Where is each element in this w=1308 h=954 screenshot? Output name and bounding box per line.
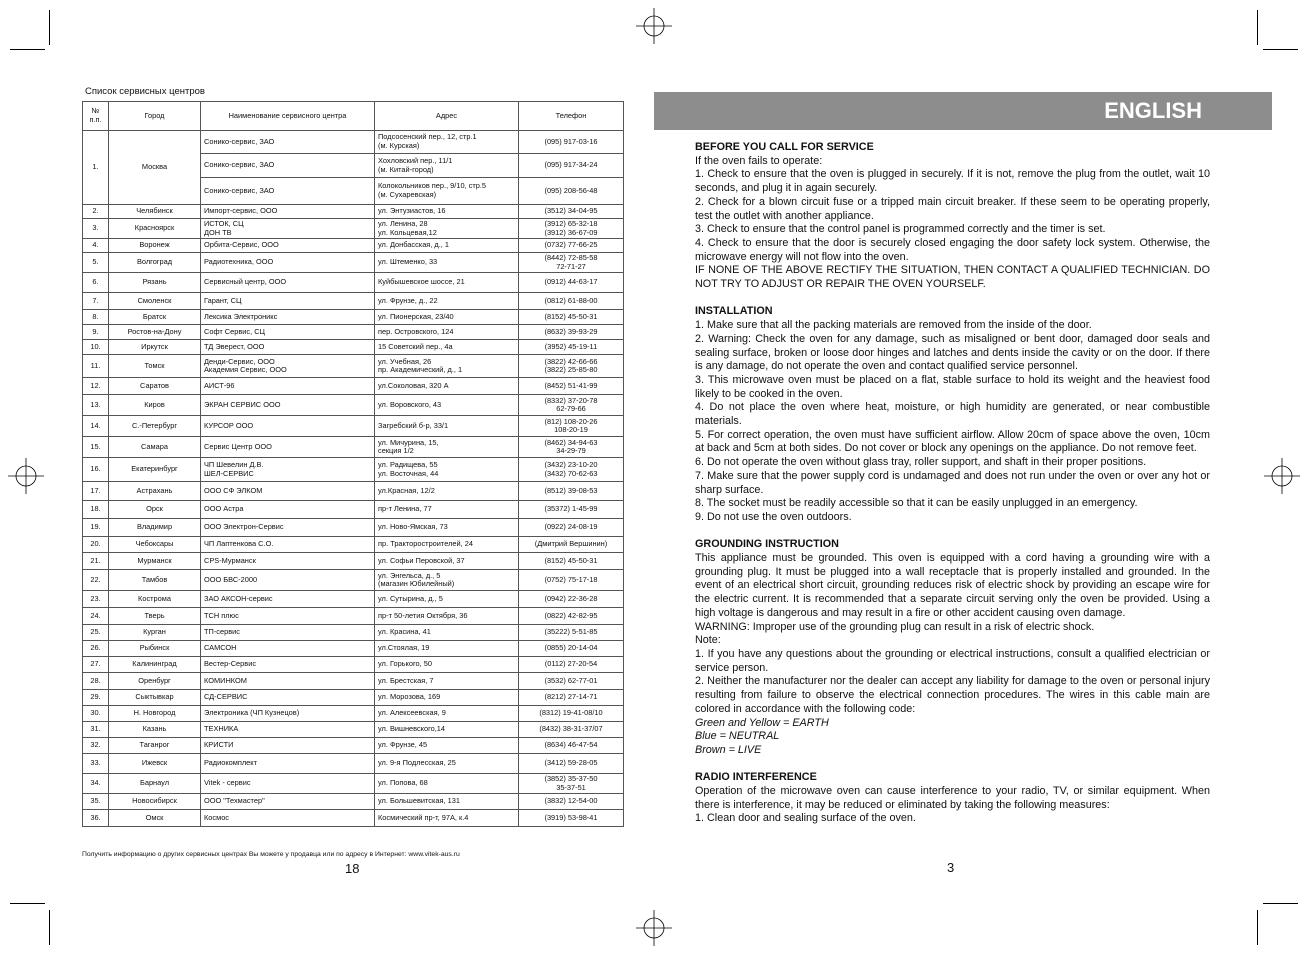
cell-address: Космический пр-т, 97А, к.4 (375, 810, 519, 827)
service-centers-page (82, 86, 624, 827)
cell-phone: (3919) 53-98-41 (519, 810, 624, 827)
cell-center: САМСОН (201, 641, 375, 657)
cell-center: Радиотехника, ООО (201, 253, 375, 273)
page-footer-note: Получить информацию о других сервисных центрах Вы можете у продавца или по адресу в Интернет: www.vitek-aus.ru (82, 851, 460, 858)
cell-phone: (0752) 75-17-18 (519, 570, 624, 591)
cell-address: ул. Ленина, 28 ул. Кольцевая,12 (375, 219, 519, 239)
cell-number: 2. (83, 205, 109, 219)
cell-number: 4. (83, 239, 109, 253)
cell-address: ул. Донбасская, д., 1 (375, 239, 519, 253)
table-row (83, 355, 624, 378)
cell-number: 16. (83, 458, 109, 482)
cell-city: Калининград (109, 657, 201, 673)
cell-address: ул.Стоялая, 19 (375, 641, 519, 657)
paragraph: If the oven fails to operate: (695, 154, 823, 167)
service-centers-table (82, 101, 624, 827)
cell-number: 30. (83, 706, 109, 722)
cell-center: Денди-Сервис, ООО Академия Сервис, ООО (201, 355, 375, 378)
paragraph: 2. Warning: Check the oven for any damage, such as misaligned or bent door, damaged door seals and sealing surface, broken or loose door hinges and latches and dents inside the cavity or on the door. If there is any damage, do not operate the oven and contact qualified service personnel. (695, 332, 1210, 373)
table-row (83, 437, 624, 458)
cell-number: 23. (83, 591, 109, 608)
cell-center: ООО Астра (201, 501, 375, 519)
cell-phone: (3412) 59-28-05 (519, 754, 624, 774)
cell-address: ул. Сутырина, д., 5 (375, 591, 519, 608)
cell-phone: (3952) 45-19-11 (519, 340, 624, 355)
cell-number: 20. (83, 537, 109, 553)
cell-city: Москва (109, 131, 201, 205)
cell-phone: (8442) 72-85-58 72-71-27 (519, 253, 624, 273)
cell-address: ул. Брестская, 7 (375, 673, 519, 690)
table-body (83, 131, 624, 827)
cell-address: ул. Воровского, 43 (375, 395, 519, 416)
cell-number: 27. (83, 657, 109, 673)
cell-address: ул. Мичурина, 15, секция 1/2 (375, 437, 519, 458)
table-row (83, 591, 624, 608)
cell-city: Челябинск (109, 205, 201, 219)
cell-city: С.-Петербург (109, 416, 201, 437)
section-heading: INSTALLATION (695, 305, 773, 318)
crop-mark (10, 903, 45, 904)
cell-number: 26. (83, 641, 109, 657)
cell-city: Братск (109, 310, 201, 325)
paragraph: 6. Do not operate the oven without glass tray, roller support, and shaft in their proper positions. (695, 456, 1147, 469)
cell-city: Курган (109, 625, 201, 641)
cell-number: 8. (83, 310, 109, 325)
cell-phone: (8634) 46-47-54 (519, 738, 624, 754)
cell-number: 5. (83, 253, 109, 273)
cell-address: пр. Тракторостроителей, 24 (375, 537, 519, 553)
cell-number: 24. (83, 608, 109, 625)
registration-mark-icon (636, 910, 672, 946)
table-header-row (83, 102, 624, 131)
cell-address: ул. 9-я Подлесская, 25 (375, 754, 519, 774)
cell-phone: (0822) 42-82-95 (519, 608, 624, 625)
cell-address: Хохловский пер., 11/1 (м. Китай-город) (375, 154, 519, 178)
paragraph: WARNING: Improper use of the grounding plug can result in a risk of electric shock. (695, 620, 1095, 633)
cell-center: СД-СЕРВИС (201, 690, 375, 706)
registration-mark-icon (8, 458, 44, 494)
table-row (83, 625, 624, 641)
cell-address: ул. Красина, 41 (375, 625, 519, 641)
table-row (83, 810, 624, 827)
table-row (83, 690, 624, 706)
table-row (83, 219, 624, 239)
table-row (83, 553, 624, 570)
crop-mark (1257, 910, 1258, 945)
wire-color-code: Blue = NEUTRAL (695, 730, 780, 743)
paragraph: 5. For correct operation, the oven must have sufficient airflow. Allow 20cm of space above the oven, 10cm at back and 5cm at both sides. Do not cover or block any openings on the appliance. Do not remove feet. (695, 428, 1210, 455)
section (695, 771, 1210, 826)
cell-city: Смоленск (109, 293, 201, 310)
cell-address: Подсосенский пер., 12, стр.1 (м. Курская) (375, 131, 519, 154)
cell-center: ТП-сервис (201, 625, 375, 641)
cell-city: Киров (109, 395, 201, 416)
cell-address: ул. Учебная, 26 пр. Академический, д., 1 (375, 355, 519, 378)
paragraph: 2. Check for a blown circuit fuse or a tripped main circuit breaker. If these seem to be operating properly, test the outlet with another appliance. (695, 195, 1210, 222)
paragraph: 3. This microwave oven must be placed on a flat, stable surface to hold its weight and the heaviest food likely to be cooked in the oven. (695, 373, 1210, 400)
table-row (83, 738, 624, 754)
cell-number: 15. (83, 437, 109, 458)
paragraph: 9. Do not use the oven outdoors. (695, 510, 852, 523)
cell-number: 34. (83, 774, 109, 794)
cell-center: Лексика Электроникс (201, 310, 375, 325)
table-row (83, 239, 624, 253)
cell-address: ул. Фрунзе, 45 (375, 738, 519, 754)
cell-city: Ижевск (109, 754, 201, 774)
table-row (83, 310, 624, 325)
english-instructions (695, 141, 1210, 840)
cell-city: Астрахань (109, 482, 201, 501)
section-heading: BEFORE YOU CALL FOR SERVICE (695, 141, 874, 153)
cell-center: Электроника (ЧП Кузнецов) (201, 706, 375, 722)
cell-city: Иркутск (109, 340, 201, 355)
cell-number: 22. (83, 570, 109, 591)
cell-center: КОМИНКОМ (201, 673, 375, 690)
cell-center: ЧП Шевелин Д.В. ШЕЛ-СЕРВИС (201, 458, 375, 482)
cell-city: Томск (109, 355, 201, 378)
paragraph: Operation of the microwave oven can cause interference to your radio, TV, or similar equipment. When there is interference, it may be reduced or eliminated by taking the following measures: (695, 785, 1210, 811)
table-row (83, 570, 624, 591)
cell-center: CPS-Мурманск (201, 553, 375, 570)
crop-mark (49, 10, 50, 45)
paragraph: This appliance must be grounded. This oven is equipped with a cord having a grounding wire with a grounding plug. It must be plugged into a wall receptacle that is properly installed and grounded. In the event of an electrical short circuit, grounding reduces risk of electric shock by providing an escape wire for the electric current. It is recommended that a separate circuit serving only the oven be provided. Using a high voltage is dangerous and may result in a fire or other accident causing oven damage. (695, 552, 1210, 619)
cell-number: 7. (83, 293, 109, 310)
table-row (83, 722, 624, 738)
cell-address: 15 Советский пер., 4а (375, 340, 519, 355)
table-row (83, 293, 624, 310)
section (695, 538, 1210, 757)
column-header: № п.п. (83, 102, 109, 131)
table-row (83, 395, 624, 416)
cell-number: 35. (83, 794, 109, 810)
page-number: 18 (345, 861, 360, 876)
paragraph: 4. Check to ensure that the door is securely closed engaging the door safety lock system. Otherwise, the microwave energy will not flow into the oven. (695, 236, 1210, 263)
cell-address: ул. Энтузиастов, 16 (375, 205, 519, 219)
cell-address: пр-т 50-летия Октября, 36 (375, 608, 519, 625)
cell-phone: (8452) 51-41-99 (519, 378, 624, 395)
cell-number: 32. (83, 738, 109, 754)
cell-city: Красноярск (109, 219, 201, 239)
page-number: 3 (947, 860, 955, 875)
table-row (83, 273, 624, 293)
cell-phone: (8512) 39-08-53 (519, 482, 624, 501)
cell-phone: (0922) 24-08-19 (519, 519, 624, 537)
cell-phone: (8152) 45-50-31 (519, 553, 624, 570)
crop-mark (10, 49, 45, 50)
cell-address: Колокольников пер., 9/10, стр.5 (м. Сухаревская) (375, 178, 519, 205)
cell-phone: (3532) 62-77-01 (519, 673, 624, 690)
cell-city: Ростов-на-Дону (109, 325, 201, 340)
cell-address: пер. Островского, 124 (375, 325, 519, 340)
paragraph: 1. Clean door and sealing surface of the oven. (695, 812, 916, 825)
cell-city: Чебоксары (109, 537, 201, 553)
cell-center: Сонико-сервис, ЗАО (201, 178, 375, 205)
cell-center: ООО Электрон-Сервис (201, 519, 375, 537)
cell-number: 6. (83, 273, 109, 293)
cell-phone: (0112) 27-20-54 (519, 657, 624, 673)
column-header: Телефон (519, 102, 624, 131)
cell-city: Рязань (109, 273, 201, 293)
cell-number: 9. (83, 325, 109, 340)
cell-number: 11. (83, 355, 109, 378)
cell-phone: (8152) 45-50-31 (519, 310, 624, 325)
cell-center: ООО СФ ЭЛКОМ (201, 482, 375, 501)
cell-number: 36. (83, 810, 109, 827)
crop-mark (1257, 10, 1258, 45)
cell-address: ул. Радищева, 55 ул. Восточная, 44 (375, 458, 519, 482)
cell-center: Сонико-сервис, ЗАО (201, 131, 375, 154)
section-heading: RADIO INTERFERENCE (695, 771, 817, 784)
table-row (83, 131, 624, 154)
cell-address: ул. Горького, 50 (375, 657, 519, 673)
cell-center: Гарант, СЦ (201, 293, 375, 310)
cell-center: Орбита-Сервис, ООО (201, 239, 375, 253)
registration-mark-icon (636, 8, 672, 44)
cell-city: Оренбург (109, 673, 201, 690)
cell-phone: (0942) 22-36-28 (519, 591, 624, 608)
cell-phone: (8462) 34-94-63 34-29-79 (519, 437, 624, 458)
cell-number: 10. (83, 340, 109, 355)
table-row (83, 325, 624, 340)
page-title: Список сервисных центров (85, 86, 205, 97)
cell-phone: (35372) 1-45-99 (519, 501, 624, 519)
cell-address: ул. Энгельса, д., 5 (магазин Юбилейный) (375, 570, 519, 591)
cell-city: Тамбов (109, 570, 201, 591)
cell-phone: (0812) 61-88-00 (519, 293, 624, 310)
cell-address: ул. Попова, 68 (375, 774, 519, 794)
cell-phone: (35222) 5-51-85 (519, 625, 624, 641)
paragraph: 7. Make sure that the power supply cord is undamaged and does not run under the oven or over any hot or sharp surface. (695, 469, 1210, 496)
cell-center: ООО "Техмастер" (201, 794, 375, 810)
cell-city: Орск (109, 501, 201, 519)
cell-city: Рыбинск (109, 641, 201, 657)
cell-city: Екатеринбург (109, 458, 201, 482)
table-row (83, 657, 624, 673)
cell-phone: (0912) 44-63-17 (519, 273, 624, 293)
cell-city: Кострома (109, 591, 201, 608)
cell-phone: (3432) 23-10-20 (3432) 70-62-63 (519, 458, 624, 482)
cell-address: Куйбышевское шоссе, 21 (375, 273, 519, 293)
cell-phone: (3822) 42-66-66 (3822) 25-85-80 (519, 355, 624, 378)
cell-number: 17. (83, 482, 109, 501)
cell-center: ЭКРАН СЕРВИС ООО (201, 395, 375, 416)
table-row (83, 340, 624, 355)
cell-city: Казань (109, 722, 201, 738)
cell-address: ул. Фрунзе, д., 22 (375, 293, 519, 310)
cell-address: ул. Софьи Перовской, 37 (375, 553, 519, 570)
cell-city: Омск (109, 810, 201, 827)
cell-phone: (8312) 19-41-08/10 (519, 706, 624, 722)
cell-phone: (3832) 12-54-00 (519, 794, 624, 810)
table-row (83, 519, 624, 537)
cell-number: 18. (83, 501, 109, 519)
cell-number: 12. (83, 378, 109, 395)
cell-city: Н. Новгород (109, 706, 201, 722)
cell-center: Сонико-сервис, ЗАО (201, 154, 375, 178)
crop-mark (49, 910, 50, 945)
cell-city: Саратов (109, 378, 201, 395)
table-row (83, 673, 624, 690)
cell-city: Новосибирск (109, 794, 201, 810)
cell-center: Vitek - сервис (201, 774, 375, 794)
cell-city: Сыктывкар (109, 690, 201, 706)
section-heading: GROUNDING INSTRUCTION (695, 538, 839, 551)
paragraph: IF NONE OF THE ABOVE RECTIFY THE SITUATION, THEN CONTACT A QUALIFIED TECHNICIAN. DO NOT TRY TO ADJUST OR REPAIR THE OVEN YOURSELF. (695, 264, 1210, 291)
cell-center: ТСН плюс (201, 608, 375, 625)
crop-mark (1263, 49, 1298, 50)
cell-city: Самара (109, 437, 201, 458)
cell-number: 29. (83, 690, 109, 706)
cell-phone: (812) 108-20-26 108-20-19 (519, 416, 624, 437)
cell-phone: (8432) 38-31-37/07 (519, 722, 624, 738)
cell-address: ул. Морозова, 169 (375, 690, 519, 706)
cell-center: Вестер-Сервис (201, 657, 375, 673)
cell-center: ЧП Лаптенкова С.О. (201, 537, 375, 553)
paragraph: 2. Neither the manufacturer nor the dealer can accept any liability for damage to the oven or personal injury resulting from failure to observe the electrical connection procedures. The wires in this cable main are colored in accordance with the following code: (695, 675, 1210, 715)
paragraph: 8. The socket must be readily accessible so that it can be easily unplugged in an emergency. (695, 497, 1138, 510)
table-row (83, 706, 624, 722)
table-row (83, 537, 624, 553)
cell-center: Импорт-сервис, ООО (201, 205, 375, 219)
cell-phone: (8212) 27-14-71 (519, 690, 624, 706)
cell-number: 1. (83, 131, 109, 205)
cell-phone: (0855) 20-14-04 (519, 641, 624, 657)
cell-phone: (8332) 37-20-78 62-79-66 (519, 395, 624, 416)
cell-center: ТД Эверест, ООО (201, 340, 375, 355)
cell-phone: (095) 208-56-48 (519, 178, 624, 205)
cell-number: 13. (83, 395, 109, 416)
column-header: Наименование сервисного центра (201, 102, 375, 131)
section (695, 305, 1210, 524)
column-header: Город (109, 102, 201, 131)
registration-mark-icon (1264, 458, 1300, 494)
crop-mark (1263, 903, 1298, 904)
table-row (83, 774, 624, 794)
table-row (83, 608, 624, 625)
paragraph: Note: (695, 634, 721, 647)
paragraph: 3. Check to ensure that the control panel is programmed correctly and the timer is set. (695, 223, 1106, 236)
cell-center: ООО БВС-2000 (201, 570, 375, 591)
cell-number: 28. (83, 673, 109, 690)
cell-center: КРИСТИ (201, 738, 375, 754)
cell-city: Владимир (109, 519, 201, 537)
cell-center: Радиокомплект (201, 754, 375, 774)
cell-address: ул.Красная, 12/2 (375, 482, 519, 501)
cell-address: ул. Штеменко, 33 (375, 253, 519, 273)
cell-city: Волгоград (109, 253, 201, 273)
cell-city: Мурманск (109, 553, 201, 570)
cell-address: ул. Ново-Ямская, 73 (375, 519, 519, 537)
cell-address: ул. Вишневского,14 (375, 722, 519, 738)
cell-center: Сервис Центр ООО (201, 437, 375, 458)
table-row (83, 754, 624, 774)
cell-number: 33. (83, 754, 109, 774)
cell-address: ул. Большевитская, 131 (375, 794, 519, 810)
table-row (83, 416, 624, 437)
wire-color-code: Brown = LIVE (695, 743, 762, 756)
table-row (83, 253, 624, 273)
paragraph: 1. Make sure that all the packing materials are removed from the inside of the door. (695, 319, 1092, 332)
cell-number: 25. (83, 625, 109, 641)
table-row (83, 501, 624, 519)
cell-address: ул.Соколовая, 320 А (375, 378, 519, 395)
table-row (83, 794, 624, 810)
table-row (83, 205, 624, 219)
cell-city: Таганрог (109, 738, 201, 754)
paragraph: 1. Check to ensure that the oven is plugged in securely. If it is not, remove the plug from the outlet, wait 10 seconds, and plug it in again securely. (695, 168, 1210, 195)
cell-center: Сервисный центр, ООО (201, 273, 375, 293)
column-header: Адрес (375, 102, 519, 131)
paragraph: 1. If you have any questions about the grounding or electrical instructions, consult a qualified electrician or service person. (695, 647, 1210, 674)
cell-phone: (3852) 35-37-50 35-37-51 (519, 774, 624, 794)
table-row (83, 641, 624, 657)
cell-number: 21. (83, 553, 109, 570)
cell-center: ИСТОК, СЦ ДОН ТВ (201, 219, 375, 239)
cell-city: Воронеж (109, 239, 201, 253)
cell-number: 3. (83, 219, 109, 239)
cell-phone: (0732) 77-66-25 (519, 239, 624, 253)
cell-phone: (095) 917-03-16 (519, 131, 624, 154)
cell-center: Космос (201, 810, 375, 827)
paragraph: 4. Do not place the oven where heat, moisture, or high humidity are generated, or near combustible materials. (695, 401, 1210, 428)
cell-center: КУРСОР ООО (201, 416, 375, 437)
section (695, 141, 1210, 292)
table-row (83, 482, 624, 501)
cell-phone: (Дмитрий Вершинин) (519, 537, 624, 553)
language-banner: ENGLISH (654, 92, 1272, 130)
cell-phone: (3512) 34-04-95 (519, 205, 624, 219)
cell-address: Загребский б-р, 33/1 (375, 416, 519, 437)
cell-city: Тверь (109, 608, 201, 625)
table-row (83, 458, 624, 482)
cell-center: ЗАО АКСОН-сервис (201, 591, 375, 608)
cell-phone: (8632) 39-93-29 (519, 325, 624, 340)
cell-address: ул. Алексеевская, 9 (375, 706, 519, 722)
table-row (83, 378, 624, 395)
cell-city: Барнаул (109, 774, 201, 794)
cell-phone: (3912) 65-32-18 (3912) 36-67-09 (519, 219, 624, 239)
cell-center: ТЕХНИКА (201, 722, 375, 738)
cell-address: пр-т Ленина, 77 (375, 501, 519, 519)
cell-center: Софт Сервис, СЦ (201, 325, 375, 340)
cell-phone: (095) 917-34-24 (519, 154, 624, 178)
cell-center: АИСТ-96 (201, 378, 375, 395)
cell-address: ул. Пионерская, 23/40 (375, 310, 519, 325)
cell-number: 19. (83, 519, 109, 537)
cell-number: 14. (83, 416, 109, 437)
cell-number: 31. (83, 722, 109, 738)
wire-color-code: Green and Yellow = EARTH (695, 716, 829, 729)
